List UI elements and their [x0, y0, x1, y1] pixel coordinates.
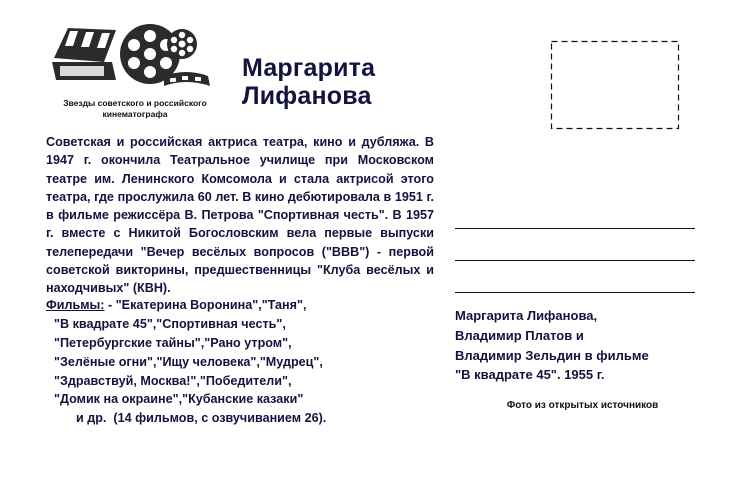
logo-caption: Звезды советского и российского кинематографа — [63, 98, 207, 119]
filmography-line-1: "В квадрате 45","Спортивная честь", — [54, 316, 286, 331]
filmography-line-2: "Петербургские тайны","Рано утром", — [54, 335, 292, 350]
filmography-first-row — [46, 296, 436, 315]
address-line-2 — [455, 260, 695, 261]
filmography-line-3: "Зелёные огни","Ищу человека","Мудрец", — [54, 354, 323, 369]
left-column — [46, 18, 436, 126]
filmography-line-5: "Домик на окраине","Кубанские казаки" — [54, 392, 304, 407]
photo-caption-line-0: Маргарита Лифанова, — [455, 308, 598, 323]
address-line-1 — [455, 228, 695, 229]
person-first-name: Маргарита — [242, 54, 376, 82]
stamp-placeholder — [550, 40, 680, 130]
filmography-line-4: "Здравствуй, Москва!","Победители", — [54, 373, 292, 388]
filmography-line-6: и др. (14 фильмов, с озвучиванием 26). — [76, 411, 327, 426]
biography-paragraph: Советская и российская актриса театра, кино и дубляжа. В 1947 г. окончила Театральное училище при Московском театре им. Ленинского Комсомола и стала актрисой этого театра, где прослужила 60 лет. В кино дебютировала в 1951 г. в фильме режиссёра В. Петрова "Спортивная честь". В 1957 г. вместе с Никитой Богословским вела первые выпуски телепередачи "Вечер весёлых вопросов ("ВВВ") - первой советской викторины, предшественницы "Клуба весёлых и находчивых" (КВН). — [46, 135, 434, 295]
person-last-name: Лифанова — [242, 82, 372, 110]
photo-caption — [455, 306, 710, 385]
photo-caption-line-1: Владимир Платов и — [455, 327, 584, 343]
header-row — [46, 18, 436, 126]
photo-caption-line-3: "В квадрате 45". 1955 г. — [455, 367, 605, 383]
filmography-label: Фильмы: — [46, 298, 105, 312]
filmography-block — [46, 296, 436, 428]
filmography-line-0: - "Екатерина Воронина","Таня", — [104, 298, 307, 312]
biography-text — [46, 133, 434, 297]
address-line-3 — [455, 292, 695, 293]
film-reel-and-clapperboard-icon — [46, 18, 224, 98]
photo-caption-line-2: Владимир Зельдин в фильме — [455, 347, 649, 363]
page-title — [242, 54, 375, 110]
source-note: Фото из открытых источников — [506, 400, 659, 411]
